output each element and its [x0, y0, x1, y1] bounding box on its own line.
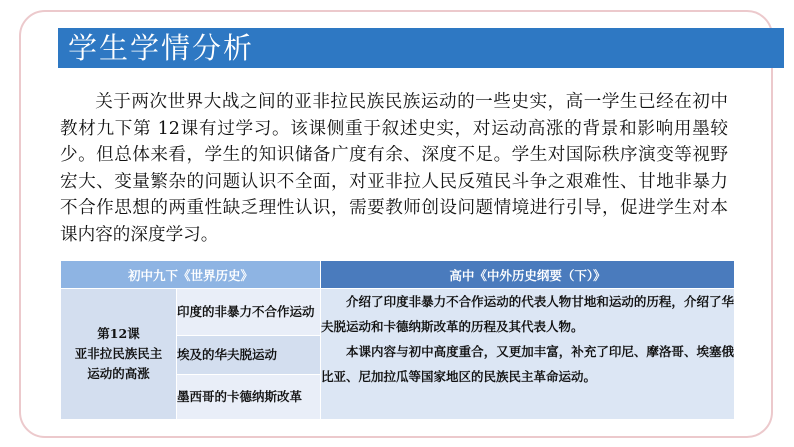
lesson-title-line-1: 亚非拉民族民主: [74, 346, 163, 362]
analysis-paragraph: 关于两次世界大战之间的亚非拉民族民族运动的一些史实，高一学生已经在初中教材九下第 12课有过学习。该课侧重于叙述史实，对运动高涨的背景和影响用墨较少。但总体来看，学生的知识储备广度有余、深度不足。学生对国际秩序演变等视野宏大、变量繁杂的问题认识不全面，对亚非拉人民反殖民斗争之艰难性、甘地非暴力不合作思想的两重性缺乏理性认识，需要教师创设问题情境进行引导，促进学生对本课内容的深度学习。: [60, 92, 728, 245]
description-paragraph-1: 介绍了印度非暴力不合作运动的代表人物甘地和运动的历程，介绍了华夫脱运动和卡德纳斯改革的历程及其代表人物。: [321, 294, 735, 335]
topic-mexico: 墨西哥的卡德纳斯改革: [177, 375, 321, 420]
topic-egypt: 埃及的华夫脱运动: [177, 336, 321, 375]
lesson-number: 第12课: [97, 326, 140, 342]
slide-title: 学生学情分析: [68, 31, 255, 65]
description-paragraph-2: 本课内容与初中高度重合，又更加丰富，补充了印尼、摩洛哥、埃塞俄比亚、尼加拉瓜等国家地区的民族民主革命运动。: [321, 344, 735, 385]
lesson-cell: [61, 289, 177, 420]
comparison-table: [60, 260, 735, 420]
header-senior-textbook: 高中《中外历史纲要（下）》: [321, 261, 735, 289]
senior-description: [321, 289, 735, 420]
header-junior-textbook: 初中九下《世界历史》: [61, 261, 321, 289]
title-bar: [58, 28, 784, 68]
topic-india: 印度的非暴力不合作运动: [177, 289, 321, 336]
lesson-title-line-2: 运动的高涨: [87, 366, 150, 382]
